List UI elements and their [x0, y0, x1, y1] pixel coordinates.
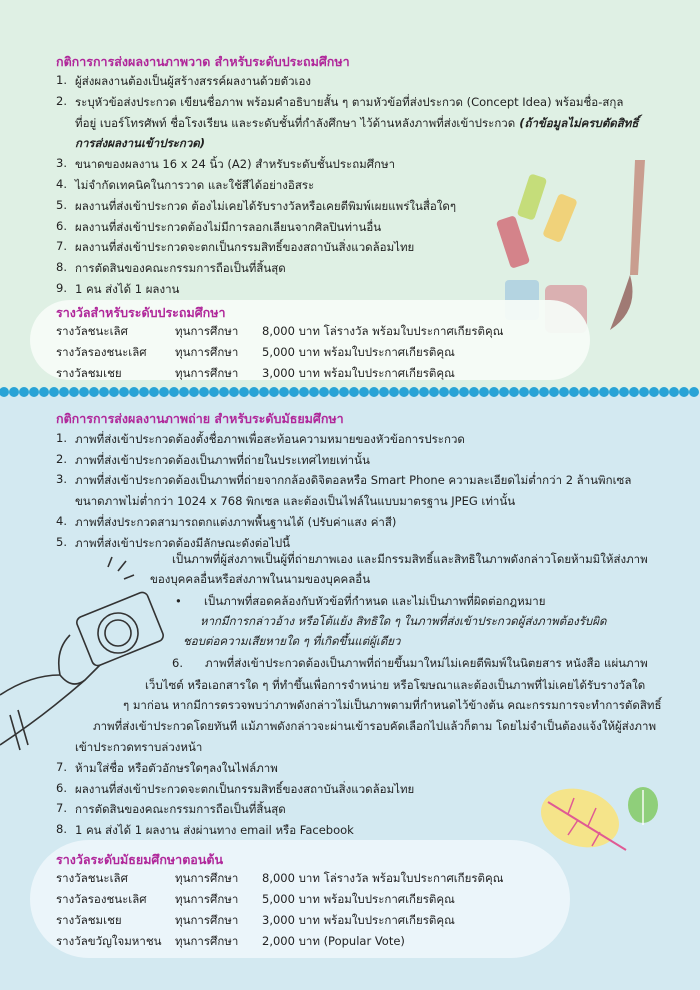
rule-5-detail: หากมีการกล่าวอ้าง หรือโต้แย้ง สิทธิใด ๆ ในภาพที่ส่งเข้าประกวดผู้ส่งภาพต้องรับผิด [200, 614, 607, 628]
rule-number: 4. [56, 513, 67, 528]
rule-text [75, 535, 290, 553]
rule-text-main: ที่อยู่ เบอร์โทรศัพท์ ชื่อโรงเรียน และระดับชั้นที่กำลังศึกษา ไว้ด้านหลังภาพที่ส่งเข้าประกวด [75, 115, 516, 130]
prize-type: ทุนการศึกษา [175, 871, 239, 885]
rule-5-detail: ของบุคคลอื่นหรือส่งภาพในนามของบุคคลอื่น [150, 572, 371, 586]
rule-number: 1. [56, 431, 67, 445]
prize-amount: 8,000 บาท โล่รางวัล พร้อมใบประกาศเกียรติคุณ [262, 871, 504, 885]
rule-text [75, 156, 395, 174]
rule-text-main: ผู้ส่งผลงานต้องเป็นผู้สร้างสรรค์ผลงานด้วยตัวเอง [75, 74, 312, 88]
rule-text [75, 431, 465, 449]
rule-5-detail: เว็บไซต์ หรือเอกสารใด ๆ ที่ทำขึ้นเพื่อการจำหน่าย หรือโฆษณาและต้องเป็นภาพที่ไม่เคยได้รับรางวัลใด [145, 678, 646, 692]
prize-type: ทุนการศึกษา [175, 892, 239, 906]
prize-type: ทุนการศึกษา [175, 913, 239, 927]
prize-type: ทุนการศึกษา [175, 366, 239, 380]
rule-text [75, 219, 381, 237]
rule-5-detail: ภาพที่ส่งเข้าประกวดต้องเป็นภาพที่ถ่ายขึ้นมาใหม่ไม่เคยตีพิมพ์ในนิตยสาร หนังสือ แผ่นภาพ [205, 656, 648, 670]
rule-text-main: ผลงานที่ส่งเข้าประกวดต้องไม่มีการลอกเลียนจากศิลปินท่านอื่น [75, 219, 382, 234]
rule-text [75, 115, 638, 133]
prize-name: รางวัลชนะเลิศ [56, 871, 128, 885]
prize-amount: 5,000 บาท พร้อมใบประกาศเกียรติคุณ [262, 345, 455, 359]
rule-text [75, 94, 623, 112]
rule-text-main: ระบุหัวข้อส่งประกวด เขียนชื่อภาพ พร้อมคำอธิบายสั้น ๆ ตามหัวข้อที่ส่งประกวด (Concept Idea) พร้อมชื่อ-สกุล [75, 94, 624, 109]
rule-text [75, 472, 631, 490]
rule-5-detail: 6. [172, 656, 183, 670]
rule-text [75, 781, 414, 799]
prize-amount: 8,000 บาท โล่รางวัล พร้อมใบประกาศเกียรติคุณ [262, 324, 504, 338]
rule-number: 6. [56, 218, 67, 233]
rule-text-main: ห้ามใส่ชื่อ หรือตัวอักษรใดๆลงในไฟล์ภาพ [75, 761, 278, 775]
rule-number: 6. [56, 780, 67, 795]
prize-name: รางวัลชมเชย [56, 913, 122, 927]
wave-divider [0, 384, 700, 400]
rule-5-detail: เป็นภาพที่สอดคล้องกับหัวข้อที่กำหนด และไม่เป็นภาพที่ผิดต่อกฎหมาย [204, 594, 546, 608]
rule-number: 7. [56, 760, 67, 774]
rule-number: 7. [56, 239, 67, 254]
rule-text [75, 260, 286, 278]
rule-emphasis: (ถ้าข้อมูลไม่ครบตัดสิทธิ์ [519, 115, 639, 130]
rule-number: 4. [56, 177, 67, 191]
rule-text [75, 135, 205, 153]
rule-text-main: ภาพที่ส่งเข้าประกวดต้องตั้งชื่อภาพเพื่อสะท้อนความหมายของหัวข้อการประกวด [75, 432, 465, 446]
prize-name: รางวัลรองชนะเลิศ [56, 345, 147, 359]
rule-text [75, 452, 370, 470]
rule-number: 3. [56, 156, 67, 171]
prize-amount: 2,000 บาท (Popular Vote) [262, 934, 405, 948]
prize-amount: 3,000 บาท พร้อมใบประกาศเกียรติคุณ [262, 366, 455, 380]
rule-text-main: ผลงานที่ส่งเข้าประกวด ต้องไม่เคยได้รับรางวัลหรือเคยตีพิมพ์เผยแพร่ในสื่อใดๆ [75, 198, 457, 213]
section1-title: กติการการส่งผลงานภาพวาด สำหรับระดับประถมศึกษา [56, 54, 350, 69]
rule-text-main: ขนาดภาพไม่ต่ำกว่า 1024 x 768 พิกเซล และต้องเป็นไฟล์ในแบบมาตรฐาน JPEG เท่านั้น [75, 494, 516, 509]
rule-text [75, 801, 286, 819]
rule-5-detail: • [175, 594, 182, 608]
leaf-icon [538, 780, 668, 865]
rule-text-main: ภาพที่ส่งประกวดสามารถตกแต่งภาพพื้นฐานได้ (ปรับค่าแสง ค่าสี) [75, 514, 397, 529]
section1-prize-title: รางวัลสำหรับระดับประถมศึกษา [56, 305, 226, 320]
rule-text-main: ภาพที่ส่งเข้าประกวดต้องเป็นภาพที่ถ่ายจากกล้องดิจิตอลหรือ Smart Phone ความละเอียดไม่ต่ำกว่า 2 ล้านพิกเซล [75, 473, 632, 488]
rule-text [75, 239, 414, 257]
rule-5-detail: ชอบต่อความเสียหายใด ๆ ที่เกิดขึ้นแต่ผู้เดียว [183, 634, 401, 648]
rule-text [75, 198, 456, 216]
prize-name: รางวัลชนะเลิศ [56, 324, 128, 338]
rule-number: 1. [56, 73, 67, 87]
rule-5-detail: ภาพที่ส่งเข้าประกวดโดยทันที แม้ภาพดังกล่าวจะผ่านเข้ารอบคัดเลือกไปแล้วก็ตาม โดยไม่จำเป็นต้องแจ้งให้ผู้ส่งภาพ [93, 719, 657, 733]
rule-number: 9. [56, 281, 67, 295]
rule-text-main: 1 คน ส่งได้ 1 ผลงาน [75, 282, 180, 296]
rule-number: 2. [56, 93, 67, 108]
section2-title: กติการการส่งผลงานภาพถ่าย สำหรับระดับมัธยมศึกษา [56, 411, 344, 426]
prize-name: รางวัลชมเชย [56, 366, 122, 380]
rule-5-detail: เข้าประกวดทราบล่วงหน้า [75, 740, 203, 754]
rule-text [75, 760, 278, 778]
rule-text-main: ภาพที่ส่งเข้าประกวดต้องมีลักษณะดังต่อไปนี้ [75, 535, 291, 550]
prize-amount: 5,000 บาท พร้อมใบประกาศเกียรติคุณ [262, 892, 455, 906]
rule-text-main: การตัดสินของคณะกรรมการถือเป็นที่สิ้นสุด [75, 802, 286, 817]
prize-name: รางวัลรองชนะเลิศ [56, 892, 147, 906]
section2-prize-title: รางวัลระดับมัธยมศึกษาตอนต้น [56, 852, 224, 867]
rule-text [75, 822, 354, 840]
rule-text-main: ภาพที่ส่งเข้าประกวดต้องเป็นภาพที่ถ่ายในประเทศไทยเท่านั้น [75, 452, 370, 467]
rule-text-main: ผลงานที่ส่งเข้าประกวดจะตกเป็นกรรมสิทธิ์ของสถาบันสิ่งแวดล้อมไทย [75, 781, 415, 796]
rule-text [75, 493, 515, 511]
rule-number: 8. [56, 260, 67, 275]
rule-emphasis: การส่งผลงานเข้าประกวด) [75, 136, 205, 151]
rule-text-main: ขนาดของผลงาน 16 x 24 นิ้ว (A2) สำหรับระดับชั้นประถมศึกษา [75, 157, 396, 172]
rule-number: 2. [56, 451, 67, 466]
rule-5-detail: ๆ มาก่อน หากมีการตรวจพบว่าภาพดังกล่าวไม่เป็นภาพตามที่กำหนดไว้ข้างต้น คณะกรรมการจะทำการตัดสิทธิ์ [123, 698, 662, 712]
rule-number: 3. [56, 472, 67, 487]
prize-type: ทุนการศึกษา [175, 934, 239, 948]
rule-number: 8. [56, 822, 67, 837]
rule-number: 5. [56, 197, 67, 212]
rule-text [75, 281, 179, 299]
rule-number: 7. [56, 801, 67, 816]
rule-text-main: การตัดสินของคณะกรรมการถือเป็นที่สิ้นสุด [75, 261, 286, 276]
rule-number: 5. [56, 534, 67, 549]
prize-amount: 3,000 บาท พร้อมใบประกาศเกียรติคุณ [262, 913, 455, 927]
prize-type: ทุนการศึกษา [175, 324, 239, 338]
rule-text-main: ไม่จำกัดเทคนิคในการวาด และใช้สีได้อย่างอิสระ [75, 178, 315, 192]
rule-text [75, 73, 311, 91]
rule-text-main: ผลงานที่ส่งเข้าประกวดจะตกเป็นกรรมสิทธิ์ของสถาบันสิ่งแวดล้อมไทย [75, 240, 415, 255]
rule-text-main: 1 คน ส่งได้ 1 ผลงาน ส่งผ่านทาง email หรือ Facebook [75, 823, 354, 838]
rule-text [75, 177, 314, 195]
rule-5-detail: เป็นภาพที่ผู้ส่งภาพเป็นผู้ที่ถ่ายภาพเอง และมีกรรมสิทธิ์และสิทธิในภาพดังกล่าวโดยห้ามมิให้ส่งภาพ [172, 552, 648, 566]
prize-type: ทุนการศึกษา [175, 345, 239, 359]
rule-text [75, 514, 396, 532]
prize-name: รางวัลขวัญใจมหาชน [56, 934, 162, 948]
